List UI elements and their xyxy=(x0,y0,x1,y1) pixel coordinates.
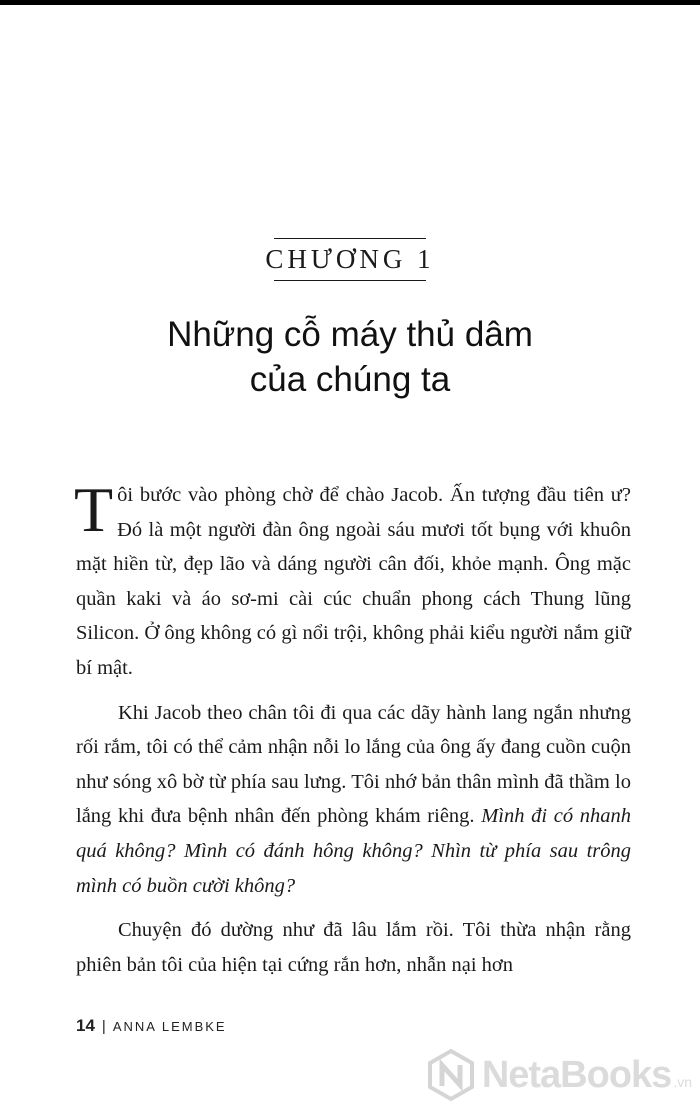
chapter-title-line2: của chúng ta xyxy=(249,360,451,399)
paragraph-1 xyxy=(74,474,631,686)
page-footer xyxy=(76,1016,227,1036)
chapter-rule-bottom xyxy=(274,280,426,281)
paragraph-3: Chuyện đó dường như đã lâu lắm rồi. Tôi thừa nhận rằng phiên bản tôi của hiện tại cứng rắn hơn, nhẫn nại hơn xyxy=(76,919,631,976)
page-number: 14 xyxy=(76,1016,95,1035)
chapter-title-line1: Những cỗ máy thủ dâm xyxy=(167,315,533,354)
paragraph-2 xyxy=(76,696,631,904)
body-text xyxy=(74,474,631,982)
drop-cap: T xyxy=(74,474,114,545)
netabooks-logo-icon xyxy=(424,1048,478,1102)
chapter-label: CHƯƠNG 1 xyxy=(265,244,435,274)
paragraph-2-text: Khi Jacob theo chân tôi đi qua các dãy hành lang ngắn nhưng rối rắm, tôi có thể cảm nhận nỗi lo lắng của ông ấy đang cuồn cuộn như sóng xô bờ từ phía sau lưng. Tôi nhớ bản thân mình đã thầm lo lắng khi đưa bệnh nhân đến phòng khám riêng. xyxy=(76,701,631,828)
watermark-brand: NetaBooks xyxy=(481,1053,672,1096)
watermark xyxy=(424,1048,692,1102)
paragraph-1-text: ôi bước vào phòng chờ để chào Jacob. Ấn tượng đầu tiên ư? Đó là một người đàn ông ngoài sáu mươi tốt bụng với khuôn mặt hiền từ, đẹp lão và dáng người cân đối, khỏe mạnh. Ông mặc quần kaki và áo sơ-mi cài cúc chuẩn phong cách Thung lũng Silicon. Ở ông không có gì nổi trội, không phải kiểu người nắm giữ bí mật. xyxy=(76,484,631,679)
paragraph-2-italic: Mình đi có nhanh quá không? Mình có đánh hông không? Nhìn từ phía sau trông mình có buồn cười không? xyxy=(76,805,631,897)
chapter-rule-top xyxy=(274,238,426,239)
author-name: ANNA LEMBKE xyxy=(112,1019,227,1034)
top-border xyxy=(0,0,700,5)
footer-separator: | xyxy=(101,1018,106,1035)
chapter-title xyxy=(0,312,700,402)
watermark-tld: .vn xyxy=(673,1074,692,1090)
